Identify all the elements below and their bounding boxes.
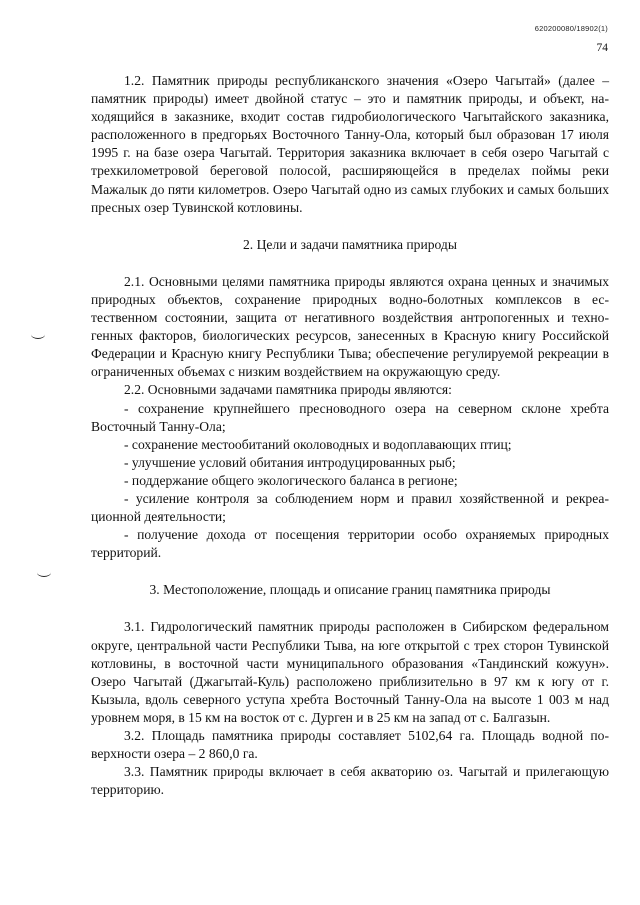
- task-list-item: - сохранение крупнейшего пресноводного озера на северном склоне хребта Восточный Танну-Ола;: [91, 400, 609, 434]
- margin-pen-mark: [31, 330, 45, 339]
- task-list-item: - поддержание общего экологического баланса в регионе;: [124, 472, 458, 488]
- paragraph-3-2: 3.2. Площадь памятника природы составляет 5102,64 га. Площадь водной поверхности озера – 2 860,0 га.: [91, 728, 609, 762]
- paragraph-3-1: 3.1. Гидрологический памятник природы расположен в Сибирском федеральном округе, центральной части Республики Тыва, на юге открытой с трех сторон Тувинской котловины, в восточной части муниципального образования «Тандинский кожуун». Озеро Чагытай (Джагытай-Куль) расположено приблизительно в 97 км к югу от г. Кызыла, вдоль северного уступа хребта Восточный Танну-Ола на высоте 1 003 м над уровнем моря, в 15 км на восток от с. Дурген и в 25 км на запад от с. Балгазын.: [91, 619, 609, 725]
- section-heading-2: 2. Цели и задачи памятника природы: [243, 236, 457, 252]
- margin-pen-mark: [37, 568, 51, 577]
- paragraph-2-1: 2.1. Основными целями памятника природы являются охрана ценных и значимых природных объектов, сохранение природных водно-болотных комплексов в естественном состоянии, защита от негативного воздействия антропогенных и техногенных факторов, биологических ресурсов, занесенных в Красную книгу Российской Федерации и Красную книгу Республики Тыва; обеспечение регулируемой рекреации в ограниченных объемах с низким воздействием на окружающую среду.: [91, 273, 609, 380]
- task-list-item: - усиление контроля за соблюдением норм и правил хозяйственной и рекреационной деятельности;: [91, 490, 609, 525]
- document-id: 620200080/18902(1): [534, 24, 608, 33]
- document-body: [91, 72, 609, 799]
- section-heading-3: 3. Местоположение, площадь и описание границ памятника природы: [149, 582, 551, 598]
- paragraph-2-2: 2.2. Основными задачами памятника природы являются:: [124, 382, 452, 398]
- paragraph-1-2: 1.2. Памятник природы республиканского значения «Озеро Чагытай» (далее – памятник природы) имеет двойной статус – это и памятник природы, и объект, находящийся в заказнике, входит состав гидробиологического Чагытайского заказника, расположенного в предгорьях Восточного Танну-Ола, который был образован 17 июля 1995 г. на базе озера Чагытай. Территория заказника включает в себя озеро Чагытай с трехкилометровой береговой полосой, расширяющейся в пределах поймы реки Мажалык до пяти километров. Озеро Чагытай одно из самых глубоких и самых больших пресных озер Тувинской котловины.: [91, 73, 609, 215]
- task-list-item: - улучшение условий обитания интродуцированных рыб;: [124, 454, 456, 470]
- task-list-item: - сохранение местообитаний околоводных и водоплавающих птиц;: [124, 436, 512, 452]
- paragraph-3-3: 3.3. Памятник природы включает в себя акваторию оз. Чагытай и прилегающую территорию.: [91, 764, 609, 798]
- task-list-item: - получение дохода от посещения территории особо охраняемых природных территорий.: [91, 527, 609, 561]
- page-number: 74: [596, 42, 608, 54]
